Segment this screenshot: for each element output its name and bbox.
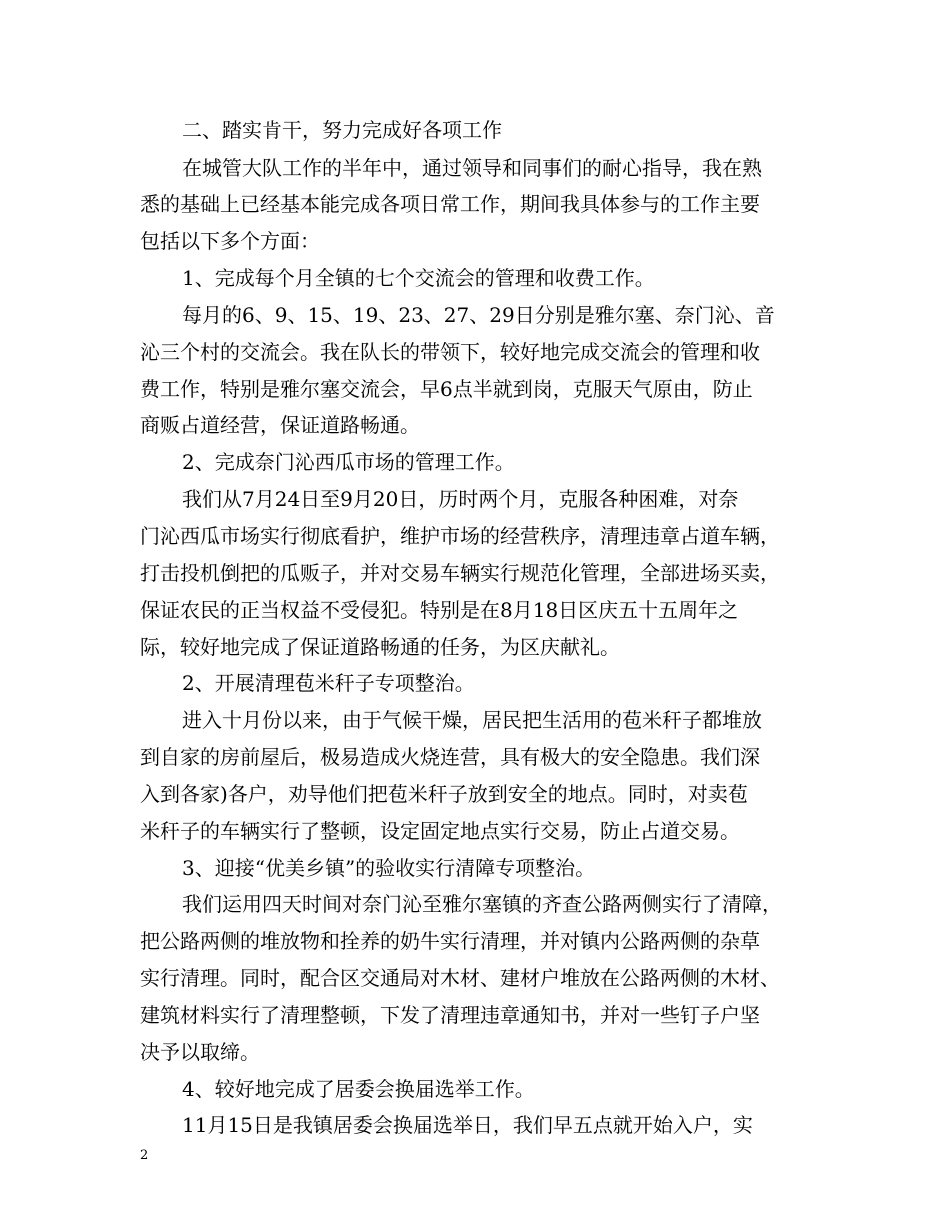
item-heading: 3、迎接“优美乡镇”的验收实行清障专项整治。	[182, 856, 596, 880]
page-number: 2	[140, 1148, 149, 1163]
paragraph-line: 在城管大队工作的半年中，通过领导和同事们的耐心指导，我在熟	[182, 156, 762, 180]
paragraph-line: 把公路两侧的堆放物和拴养的奶牛实行清理，并对镇内公路两侧的杂草	[140, 929, 760, 953]
item-heading: 1、完成每个月全镇的七个交流会的管理和收费工作。	[182, 266, 655, 290]
paragraph-line: 每月的6、9、15、19、23、27、29日分别是雅尔塞、奈门沁、音	[182, 303, 775, 327]
paragraph-line: 际，较好地完成了保证道路畅通的任务，为区庆献礼。	[140, 635, 620, 659]
paragraph-line: 11月15日是我镇居委会换届选举日，我们早五点就开始入户，实	[182, 1113, 753, 1137]
paragraph-line: 米秆子的车辆实行了整顿，设定固定地点实行交易，防止占道交易。	[140, 819, 740, 843]
item-heading: 2、完成奈门沁西瓜市场的管理工作。	[182, 450, 515, 474]
paragraph-line: 沁三个村的交流会。我在队长的带领下，较好地完成交流会的管理和收	[140, 340, 760, 364]
paragraph-line: 建筑材料实行了清理整顿，下发了清理违章通知书，并对一些钉子户坚	[140, 1003, 760, 1027]
paragraph-line: 商贩占道经营，保证道路畅通。	[140, 413, 420, 437]
item-heading: 2、开展清理苞米秆子专项整治。	[182, 671, 475, 695]
paragraph-line: 入到各家)各户，劝导他们把苞米秆子放到安全的地点。同时，对卖苞	[140, 782, 748, 806]
paragraph-line: 保证农民的正当权益不受侵犯。特别是在8月18日区庆五十五周年之	[140, 598, 739, 622]
paragraph-line: 我们运用四天时间对奈门沁至雅尔塞镇的齐查公路两侧实行了清障，	[182, 892, 782, 916]
paragraph-line: 悉的基础上已经基本能完成各项日常工作，期间我具体参与的工作主要	[140, 192, 760, 216]
paragraph-line: 门沁西瓜市场实行彻底看护，维护市场的经营秩序，清理违章占道车辆，	[140, 524, 780, 548]
paragraph-line: 包括以下多个方面：	[140, 229, 320, 253]
paragraph-line: 我们从7月24日至9月20日，历时两个月，克服各种困难，对奈	[182, 487, 739, 511]
paragraph-line: 到自家的房前屋后，极易造成火烧连营，具有极大的安全隐患。我们深	[140, 745, 760, 769]
paragraph-line: 进入十月份以来，由于气候干燥，居民把生活用的苞米秆子都堆放	[182, 708, 762, 732]
section-heading: 二、踏实肯干，努力完成好各项工作	[182, 118, 502, 142]
paragraph-line: 实行清理。同时，配合区交通局对木材、建材户堆放在公路两侧的木材、	[140, 966, 780, 990]
paragraph-line: 费工作，特别是雅尔塞交流会，早6点半就到岗，克服天气原由，防止	[140, 377, 753, 401]
paragraph-line: 打击投机倒把的瓜贩子，并对交易车辆实行规范化管理，全部进场买卖，	[140, 561, 780, 585]
paragraph-line: 决予以取缔。	[140, 1040, 260, 1064]
item-heading: 4、较好地完成了居委会换届选举工作。	[182, 1077, 535, 1101]
